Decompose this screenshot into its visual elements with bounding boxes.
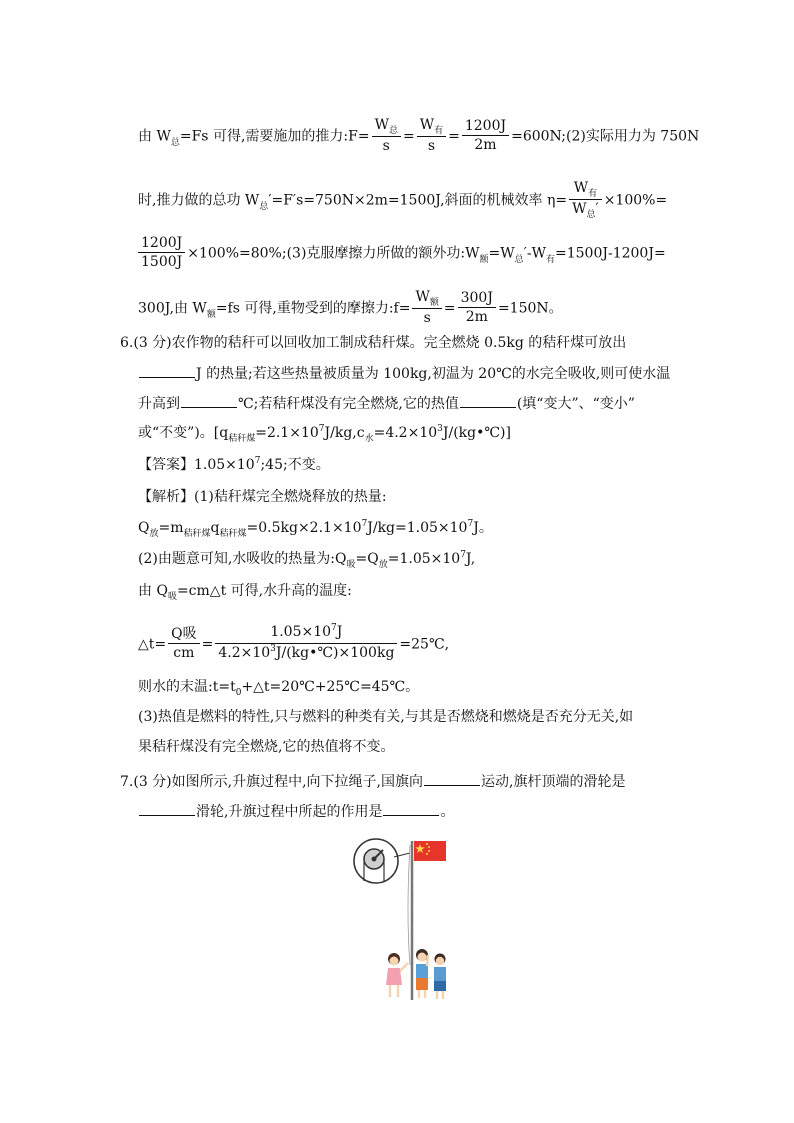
numerator: 1200J xyxy=(462,117,509,136)
prime: ′ xyxy=(595,201,599,217)
text: 由 W xyxy=(138,128,171,145)
superscript: 3 xyxy=(270,644,276,654)
question-text: (3 分)农作物的秸秆可以回收加工制成秸秆煤。完全燃烧 0.5kg 的秸秆煤可放出 xyxy=(133,335,627,351)
subscript: 额 xyxy=(206,309,216,320)
fraction-efficiency xyxy=(569,179,602,220)
text: 或“不变”)。[q xyxy=(138,425,229,441)
text: =cm△t 可得,水升高的温度: xyxy=(176,583,352,599)
answer-blank[interactable] xyxy=(383,801,439,816)
text: =1500J-1200J= xyxy=(555,245,666,262)
text: =Fs 可得,需要施加的推力:F= xyxy=(179,128,370,145)
text: ×100%= xyxy=(603,192,668,209)
prev-solution-line-3 xyxy=(138,235,666,272)
text: J/kg=1.05×10 xyxy=(367,520,468,536)
denominator-unit: J/(kg•℃)×100kg xyxy=(275,645,395,661)
superscript: 7 xyxy=(460,550,466,560)
question-text: 升高到 xyxy=(138,396,180,412)
text: 则水的末温:t=t xyxy=(138,679,236,695)
numerator: W xyxy=(573,180,589,196)
subscript: 吸 xyxy=(167,592,177,602)
equals: = xyxy=(402,128,415,145)
numerator: W xyxy=(374,117,389,133)
question-text: 运动,旗杆顶端的滑轮是 xyxy=(481,774,626,790)
fraction-w-extra-over-s xyxy=(412,288,441,327)
superscript: 3 xyxy=(437,424,443,434)
prev-solution-line-4 xyxy=(138,289,563,328)
subscript: 水 xyxy=(364,434,374,444)
q6-solution-step-5 xyxy=(138,677,419,699)
q6-solution-step-6 xyxy=(138,707,633,727)
rope xyxy=(408,845,410,965)
q6-solution-step-1 xyxy=(138,518,493,540)
text: =fs 可得,重物受到的摩擦力:f= xyxy=(215,300,411,317)
numerator: 1200J xyxy=(138,234,185,253)
text: 果秸秆煤没有完全燃烧,它的热值将不变。 xyxy=(138,739,395,755)
subscript: 额 xyxy=(479,254,489,265)
text: ′=F′s=750N×2m=1500J,斜面的机械效率 η= xyxy=(268,192,568,209)
superscript: 7 xyxy=(331,623,337,633)
text: J。 xyxy=(473,520,493,536)
text: J, xyxy=(465,551,476,567)
text: =2.1×10 xyxy=(255,425,319,441)
subscript: 总 xyxy=(586,210,596,220)
numerator: W xyxy=(415,289,430,305)
prev-solution-line-2 xyxy=(138,180,667,221)
text: =1.05×10 xyxy=(387,551,461,567)
question-text: (3 分)如图所示,升旗过程中,向下拉绳子,国旗向 xyxy=(133,774,423,790)
subscript: 放 xyxy=(149,529,159,539)
text: (2)由题意可知,水吸收的热量为:Q xyxy=(138,551,347,567)
subscript: 有 xyxy=(545,254,555,265)
text: J/(kg•℃)] xyxy=(442,425,511,441)
text: 由 Q xyxy=(138,583,168,599)
answer-blank[interactable] xyxy=(424,771,480,786)
answer-text: 【答案】1.05×10 xyxy=(138,457,255,473)
superscript: 7 xyxy=(318,424,325,434)
numerator: 1.05×10 xyxy=(270,624,332,640)
person-left xyxy=(386,953,408,997)
numerator-unit: J xyxy=(336,624,343,640)
denominator: s xyxy=(427,138,435,154)
prev-solution-line-1 xyxy=(138,117,699,156)
analysis-heading: 【解析】(1)秸秆煤完全燃烧释放的热量: xyxy=(138,489,387,505)
text: 时,推力做的总功 W xyxy=(138,192,260,209)
superscript: 7 xyxy=(254,456,261,466)
answer-blank[interactable] xyxy=(139,363,195,378)
subscript: 秸秆煤 xyxy=(219,529,247,539)
subscript: 总 xyxy=(259,201,269,212)
text: +△t=20℃+25℃=45℃。 xyxy=(241,679,420,695)
denominator: 4.2×10 xyxy=(218,645,271,661)
person-right xyxy=(434,954,446,1000)
text: △t= xyxy=(138,636,167,653)
denominator: 2m xyxy=(465,309,488,325)
q6-line-1 xyxy=(120,333,626,353)
answer-blank[interactable] xyxy=(460,393,516,408)
text: =0.5kg×2.1×10 xyxy=(246,520,362,536)
q6-solution-step-4 xyxy=(138,624,449,665)
denominator: 2m xyxy=(474,137,497,153)
q6-line-3 xyxy=(138,393,635,414)
equals: = xyxy=(448,128,460,145)
text: =4.2×10 xyxy=(373,425,438,441)
q6-answer xyxy=(138,455,330,477)
subscript: 总 xyxy=(170,137,180,148)
subscript: 0 xyxy=(235,688,242,698)
denominator: 1500J xyxy=(141,254,183,270)
text: =Q xyxy=(355,551,379,567)
text: 300J,由 W xyxy=(138,300,207,317)
answer-blank[interactable] xyxy=(139,801,195,816)
subscript: 吸 xyxy=(346,560,356,570)
q7-line-2 xyxy=(138,801,454,822)
numerator: Q吸 xyxy=(168,625,199,644)
fraction-q-absorbed-over-cm xyxy=(168,625,199,662)
q6-solution-step-7 xyxy=(138,737,394,757)
question-text: J 的热量;若这些热量被质量为 100kg,初温为 20℃的水完全吸收,则可使水温 xyxy=(196,366,671,382)
fraction-300j-over-2m xyxy=(458,289,496,326)
subscript: 秸秆煤 xyxy=(228,434,256,444)
q7-line-1 xyxy=(120,771,625,792)
denominator: s xyxy=(382,138,390,154)
question-number: 6. xyxy=(120,335,134,351)
q6-solution-step-3 xyxy=(138,581,352,603)
answer-text: ;45;不变。 xyxy=(260,457,330,473)
q6-analysis-title xyxy=(138,487,387,507)
pulley-inset xyxy=(354,839,410,883)
subscript: 有 xyxy=(588,189,598,199)
text: (3)热值是燃料的特性,只与燃料的种类有关,与其是否燃烧和燃烧是否充分无关,如 xyxy=(138,709,634,725)
subscript: 放 xyxy=(378,560,388,570)
fraction-w-useful-over-s xyxy=(417,116,446,155)
superscript: 7 xyxy=(467,519,474,529)
question-text: 。 xyxy=(440,804,455,820)
text: =W xyxy=(488,245,515,262)
denominator: s xyxy=(423,310,431,326)
superscript: 7 xyxy=(361,519,368,529)
text: =600N;(2)实际用力为 750N xyxy=(511,128,700,145)
q6-line-2 xyxy=(138,363,670,384)
equals: = xyxy=(201,636,214,653)
question-text: ℃;若秸秆煤没有完全燃烧,它的热值 xyxy=(238,396,459,412)
denominator: W xyxy=(572,201,587,217)
fraction-1200j-over-2m xyxy=(462,117,509,154)
numerator: 300J xyxy=(458,289,496,308)
text: q xyxy=(210,520,220,536)
text: Q xyxy=(138,520,150,536)
subscript: 总 xyxy=(514,254,524,265)
text: ′-W xyxy=(523,245,546,262)
text: =m xyxy=(158,520,184,536)
text: ×100%=80%;(3)克服摩擦力所做的额外功:W xyxy=(187,245,480,262)
question-text: (填“变大”、“变小” xyxy=(516,396,635,412)
q6-line-4 xyxy=(138,423,511,445)
fraction-w-total-over-s xyxy=(372,116,401,155)
numerator: W xyxy=(419,117,435,133)
text: =150N。 xyxy=(497,300,563,317)
subscript: 有 xyxy=(434,126,444,136)
flag-raising-illustration xyxy=(350,835,460,1005)
text: J/kg,c xyxy=(324,425,365,441)
q6-solution-step-2 xyxy=(138,549,475,571)
subscript: 额 xyxy=(429,298,439,308)
subscript: 总 xyxy=(388,126,398,136)
text: =25℃, xyxy=(399,636,450,653)
denominator: cm xyxy=(173,645,195,661)
equals: = xyxy=(443,300,456,317)
person-middle xyxy=(416,949,428,998)
question-text: 滑轮,升旗过程中所起的作用是 xyxy=(196,804,383,820)
answer-blank[interactable] xyxy=(181,393,237,408)
subscript: 秸秆煤 xyxy=(183,529,211,539)
fraction-temperature-rise xyxy=(215,623,397,664)
question-number: 7. xyxy=(120,774,134,790)
fraction-1200j-over-1500j xyxy=(138,234,185,271)
